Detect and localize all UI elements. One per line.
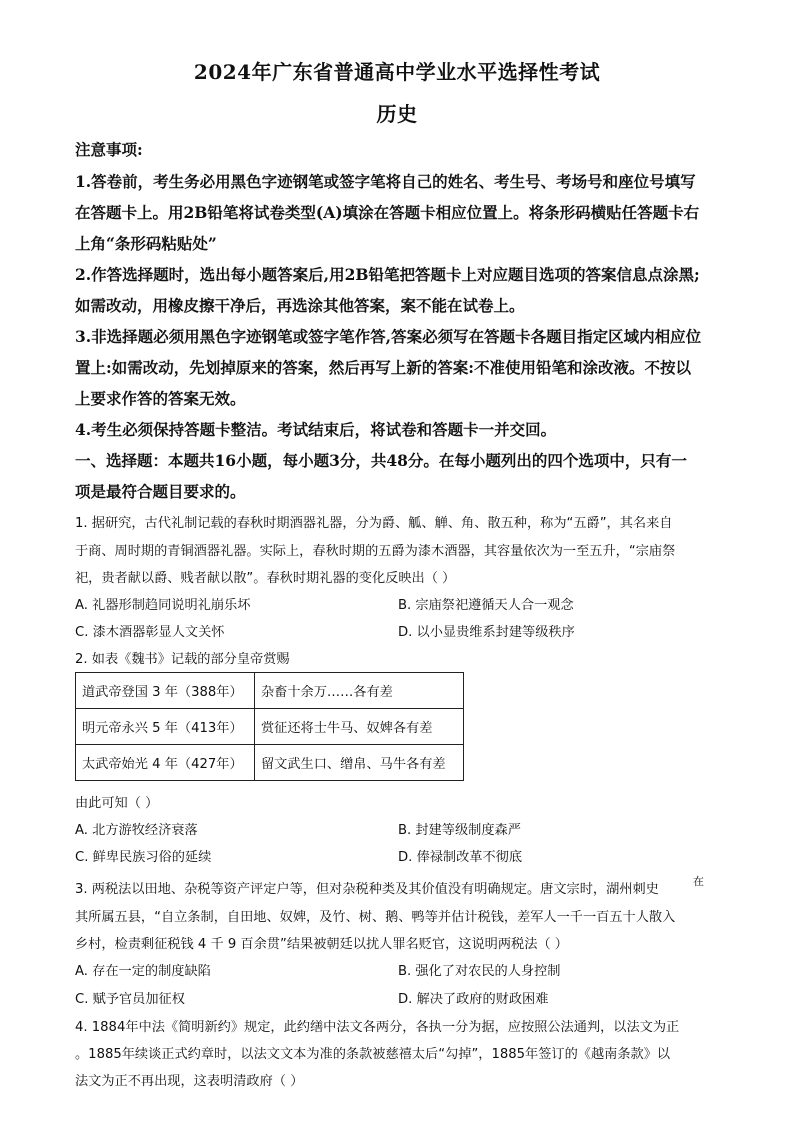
notes-line: 2.作答选择题时，选出每小题答案后,用2B铅笔把答题卡上对应题目选项的答案信息点涂黑; bbox=[75, 265, 700, 284]
q2-table bbox=[75, 672, 464, 781]
table-cell: 道武帝登国 3 年（388年） bbox=[76, 673, 255, 709]
exam-subject: 历史 bbox=[376, 102, 418, 126]
q4-stem: 4. 1884年中法《简明新约》规定，此约缮中法文各两分，各执一分为据，应按照公法通判，以法文为正 bbox=[75, 1020, 680, 1035]
table-row bbox=[76, 745, 464, 781]
q4-stem: 。1885年续谈正式约章时，以法文文本为准的条款被慈禧太后“勾掉”，1885年签订的《越南条款》以 bbox=[75, 1047, 671, 1062]
q2-stem: 2. 如表《魏书》记载的部分皇帝赏赐 bbox=[75, 652, 290, 667]
table-row bbox=[76, 709, 464, 745]
q2-option-d: D. 俸禄制改革不彻底 bbox=[398, 850, 523, 865]
q3-stem: 乡村，检责剩征税钱 4 千 9 百余贯”结果被朝廷以扰人罪名贬官，这说明两税法（ ） bbox=[75, 937, 568, 952]
q1-option-a: A. 礼器形制趋同说明礼崩乐坏 bbox=[75, 598, 251, 613]
q3-option-a: A. 存在一定的制度缺陷 bbox=[75, 964, 211, 979]
table-cell: 明元帝永兴 5 年（413年） bbox=[76, 709, 255, 745]
q4-stem: 法文为正不再出现，这表明清政府（ ） bbox=[75, 1074, 304, 1089]
table-row bbox=[76, 673, 464, 709]
notes-line: 上角“条形码粘贴处” bbox=[75, 234, 217, 253]
q3-option-b: B. 强化了对农民的人身控制 bbox=[398, 964, 561, 979]
notes-line: 如需改动，用橡皮擦干净后，再选涂其他答案，案不能在试卷上。 bbox=[75, 296, 525, 315]
q1-option-b: B. 宗庙祭祀遵循天人合一观念 bbox=[398, 598, 574, 613]
table-cell: 太武帝始光 4 年（427年） bbox=[76, 745, 255, 781]
q1-option-c: C. 漆木酒器彰显人文关怀 bbox=[75, 625, 225, 640]
q2-option-b: B. 封建等级制度森严 bbox=[398, 823, 521, 838]
notes-line: 1.答卷前，考生务必用黑色字迹钢笔或签字笔将自己的姓名、考生号、考场号和座位号填写 bbox=[75, 172, 696, 191]
q1-stem: 1. 据研究，古代礼制记载的春秋时期酒器礼器，分为爵、觚、觯、角、散五种，称为“五爵”，其名来自 bbox=[75, 516, 673, 531]
notes-line: 4.考生必须保持答题卡整洁。考试结束后，将试卷和答题卡一并交回。 bbox=[75, 420, 557, 439]
table-cell: 杂畜十余万……各有差 bbox=[255, 673, 464, 709]
q3-superscript: 在 bbox=[693, 875, 704, 888]
table-cell: 留文武生口、缯帛、马牛各有差 bbox=[255, 745, 464, 781]
q1-option-d: D. 以小显贵维系封建等级秩序 bbox=[398, 625, 575, 640]
q1-stem: 祀，贵者献以爵、贱者献以散”。春秋时期礼器的变化反映出（ ） bbox=[75, 571, 456, 586]
q3-option-c: C. 赋予官员加征权 bbox=[75, 992, 185, 1007]
q2-option-c: C. 鲜卑民族习俗的延续 bbox=[75, 850, 212, 865]
notes-line: 3.非选择题必须用黑色字迹钢笔或签字笔作答,答案必须写在答题卡各题目指定区域内相应位 bbox=[75, 327, 702, 346]
q3-stem: 其所属五县，“自立条制，自田地、奴婢，及竹、树、鹅、鸭等并估计税钱，差军人一千一百五十人散入 bbox=[75, 910, 676, 925]
q2-option-a: A. 北方游牧经济衰落 bbox=[75, 823, 198, 838]
section-heading: 项是最符合题目要求的。 bbox=[75, 482, 246, 501]
q3-option-d: D. 解决了政府的财政困难 bbox=[398, 992, 549, 1007]
q3-stem: 3. 两税法以田地、杂税等资产评定户等，但对杂税种类及其价值没有明确规定。唐文宗时，湖州刺史 bbox=[75, 882, 659, 897]
exam-title: 2024年广东省普通高中学业水平选择性考试 bbox=[193, 60, 601, 84]
notes-line: 置上:如需改动，先划掉原来的答案，然后再写上新的答案:不准使用铅笔和涂改液。不按以 bbox=[75, 358, 691, 377]
notes-line: 在答题卡上。用2B铅笔将试卷类型(A)填涂在答题卡相应位置上。将条形码横贴任答题卡右 bbox=[75, 203, 700, 222]
q1-stem: 于商、周时期的青铜酒器礼器。实际上，春秋时期的五爵为漆木酒器，其容量依次为一至五升，“宗庙祭 bbox=[75, 544, 676, 559]
notes-heading: 注意事项: bbox=[75, 140, 143, 159]
notes-line: 上要求作答的答案无效。 bbox=[75, 389, 246, 408]
section-heading: 一、选择题：本题共16小题，每小题3分，共48分。在每小题列出的四个选项中，只有一 bbox=[75, 451, 687, 470]
q2-after: 由此可知（ ） bbox=[75, 796, 159, 811]
table-cell: 赏征还将士牛马、奴婢各有差 bbox=[255, 709, 464, 745]
